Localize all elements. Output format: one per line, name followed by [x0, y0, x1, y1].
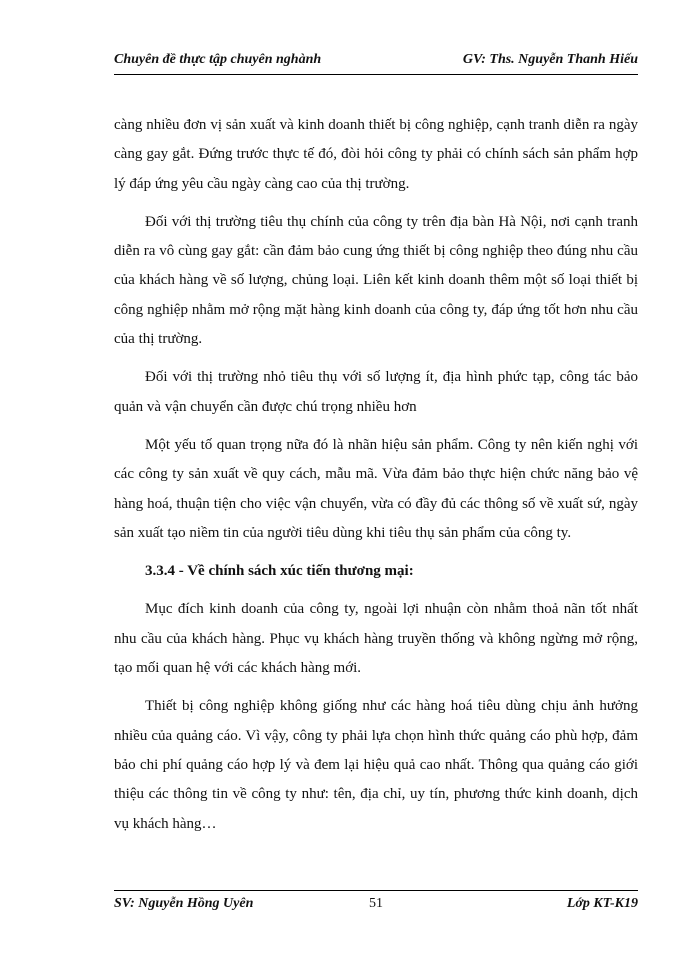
section-heading: 3.3.4 - Về chính sách xúc tiến thương mại:: [145, 563, 414, 580]
paragraph-continuation: càng nhiều đơn vị sản xuất và kinh doanh thiết bị công nghiệp, cạnh tranh diễn ra ngày càng gay gắt. Đứng trước thực tế đó, đòi hỏi công ty phải có chính sách sản phẩm hợp lý đáp ứng yêu cầu ngày càng cao của thị trường.: [114, 117, 638, 192]
paragraph-small-market: Đối với thị trường nhỏ tiêu thụ với số lượng ít, địa hình phức tạp, công tác bảo quản và vận chuyển cần được chú trọng nhiều hơn: [114, 369, 638, 415]
page-header: [114, 52, 638, 68]
footer-rule: [114, 890, 638, 891]
header-course-title: Chuyên đề thực tập chuyên nghành: [114, 52, 322, 67]
paragraph-promotion-goal: Mục đích kinh doanh của công ty, ngoài lợi nhuận còn nhằm thoả nãn tốt nhất nhu cầu của khách hàng. Phục vụ khách hàng truyền thống và không ngừng mở rộng, tạo mối quan hệ với các khách hàng mới.: [114, 601, 638, 677]
paragraph-hanoi-market: Đối với thị trường tiêu thụ chính của công ty trên địa bàn Hà Nội, nơi cạnh tranh diễn ra vô cùng gay gắt: cần đảm bảo cung ứng thiết bị công nghiệp theo đúng nhu cầu của khách hàng về số lượng, chủng loại. Liên kết kinh doanh thêm một số loại thiết bị công nghiệp nhằm mở rộng mặt hàng kinh doanh của công ty, đáp ứng tốt hơn nhu cầu của thị trường.: [114, 213, 638, 348]
page-number: 51: [369, 896, 383, 911]
header-rule: [114, 74, 638, 75]
paragraph-advertising: Thiết bị công nghiệp không giống như các hàng hoá tiêu dùng chịu ảnh hưởng nhiều của quảng cáo. Vì vậy, công ty phải lựa chọn hình thức quảng cáo phù hợp, đảm bảo chi phí quảng cáo hợp lý và đem lại hiệu quả cao nhất. Thông qua quảng cáo giới thiệu các thông tin về công ty như: tên, địa chỉ, uy tín, phương thức kinh doanh, dịch vụ khách hàng…: [114, 698, 638, 832]
header-instructor: GV: Ths. Nguyễn Thanh Hiếu: [462, 52, 638, 67]
footer-student: SV: Nguyễn Hồng Uyên: [114, 896, 254, 911]
footer-class: Lớp KT-K19: [566, 896, 638, 911]
paragraph-brand: Một yếu tố quan trọng nữa đó là nhãn hiệu sản phẩm. Công ty nên kiến nghị với các công ty sản xuất về quy cách, mẫu mã. Vừa đảm bảo thực hiện chức năng bảo vệ hàng hoá, thuận tiện cho việc vận chuyển, vừa có đầy đủ các thông số về xuất sứ, ngày sản xuất tạo niềm tin của người tiêu dùng khi tiêu thụ sản phẩm của công ty.: [114, 436, 638, 541]
page-body: [114, 111, 638, 848]
